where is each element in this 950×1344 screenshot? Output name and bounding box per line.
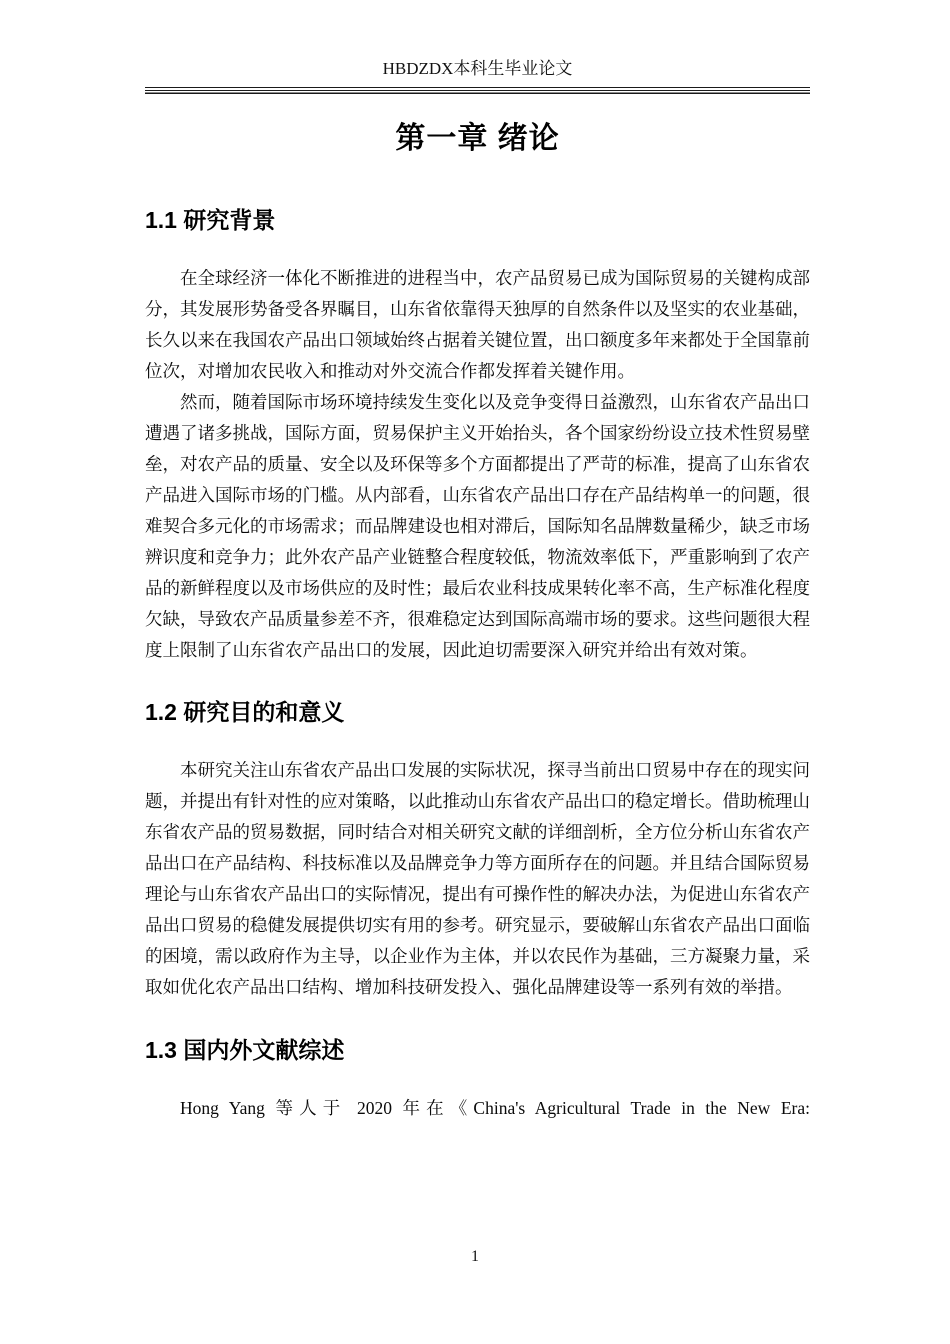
section-heading-1-2: 1.2 研究目的和意义 [145, 699, 345, 725]
paragraph-research-background-1: 在全球经济一体化不断推进的进程当中，农产品贸易已成为国际贸易的关键构成部分，其发展形势备受各界瞩目，山东省依靠得天独厚的自然条件以及坚实的农业基础，长久以来在我国农产品出口领域始终占据着关键位置，出口额度多年来都处于全国靠前位次，对增加农民收入和推动对外交流合作都发挥着关键作用。 [145, 268, 810, 381]
running-header: HBDZDX本科生毕业论文 [382, 59, 573, 78]
page-number: 1 [471, 1248, 479, 1265]
section-heading-1-3: 1.3 国内外文献综述 [145, 1037, 345, 1063]
paragraph-research-background-2: 然而，随着国际市场环境持续发生变化以及竞争变得日益激烈，山东省农产品出口遭遇了诸多挑战，国际方面，贸易保护主义开始抬头，各个国家纷纷设立技术性贸易壁垒，对农产品的质量、安全以及环保等多个方面都提出了严苛的标准，提高了山东省农产品进入国际市场的门槛。从内部看，山东省农产品出口存在产品结构单一的问题，很难契合多元化的市场需求；而品牌建设也相对滞后，国际知名品牌数量稀少，缺乏市场辨识度和竞争力；此外农产品产业链整合程度较低，物流效率低下，严重影响到了农产品的新鲜程度以及市场供应的及时性；最后农业科技成果转化率不高，生产标准化程度欠缺，导致农产品质量参差不齐，很难稳定达到国际高端市场的要求。这些问题很大程度上限制了山东省农产品出口的发展，因此迫切需要深入研究并给出有效对策。 [145, 392, 810, 660]
section-heading-1-1: 1.1 研究背景 [145, 207, 276, 233]
paragraph-literature-review-start: Hong Yang 等人于 2020 年在《China's Agricultural Trade in the New Era: [180, 1098, 810, 1118]
chapter-title: 第一章 绪论 [395, 122, 560, 155]
paragraph-purpose-significance: 本研究关注山东省农产品出口发展的实际状况，探寻当前出口贸易中存在的现实问题，并提出有针对性的应对策略，以此推动山东省农产品出口的稳定增长。借助梳理山东省农产品的贸易数据，同时结合对相关研究文献的详细剖析，全方位分析山东省农产品出口在产品结构、科技标准以及品牌竞争力等方面所存在的问题。并且结合国际贸易理论与山东省农产品出口的实际情况，提出有可操作性的解决办法，为促进山东省农产品出口贸易的稳健发展提供切实有用的参考。研究显示，要破解山东省农产品出口面临的困境，需以政府作为主导，以企业作为主体，并以农民作为基础，三方凝聚力量，采取如优化农产品出口结构、增加科技研发投入、强化品牌建设等一系列有效的举措。 [145, 760, 810, 997]
header-rule-divider [145, 87, 810, 94]
